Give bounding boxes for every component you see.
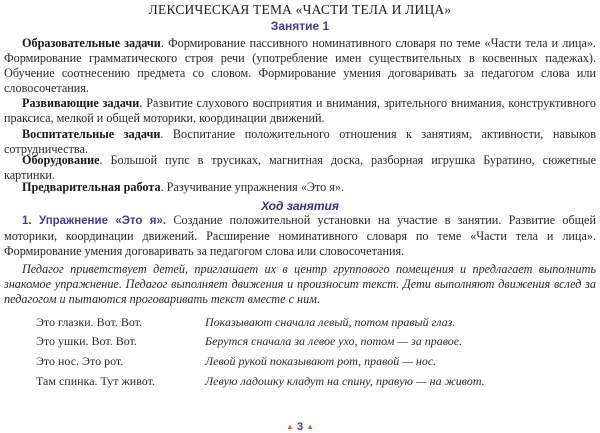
section-text: . Большой пупс в трусиках, магнитная доска, разборная игрушка Буратино, сюжетные картинки. [4, 153, 596, 182]
poem-action: Берутся сначала за левое ухо, потом — за правое. [205, 334, 463, 348]
section-text: . Воспитание положительного отношения к занятиям, активности, навыков сотрудничества. [4, 127, 596, 156]
section-equipment [4, 153, 596, 183]
triangle-marker-icon: ▲ [306, 422, 314, 431]
poem-line: Это глазки. Вот. Вот. [36, 315, 143, 329]
lesson-heading: Занятие 1 [270, 19, 330, 33]
poem-row [0, 354, 600, 369]
section-developmental-tasks [4, 96, 596, 126]
section-label: Воспитательные задачи [22, 127, 161, 141]
section-label: Оборудование [22, 153, 100, 167]
poem-line: Это ушки. Вот. Вот. [36, 334, 137, 348]
section-text: . Развитие слухового восприятия и внимания, зрительного внимания, конструктивного праксиса, мелкой и общей моторики, координации движений. [4, 96, 596, 125]
poem-action: Показывают сначала левый, потом правый глаз. [205, 315, 456, 329]
page-footer [0, 421, 600, 433]
poem-line: Там спинка. Тут живот. [36, 374, 155, 388]
poem-row [0, 334, 600, 349]
section-label: Развивающие задачи [22, 96, 140, 110]
exercise-label: 1. Упражнение «Это я». [22, 215, 167, 227]
section-text: . Формирование пассивного номинативного словаря по теме «Части тела и лица». Формирование грамматического строя речи (употребление имен существительных в косвенных падежах). Обучение соотнесению предмета со словом. Формирование умения договаривать за педагогом слова или словосочетания. [4, 36, 596, 95]
poem-action: Левую ладошку кладут на спину, правую — на живот. [205, 374, 485, 388]
poem-row [0, 315, 600, 330]
poem-line: Это нос. Это рот. [36, 354, 124, 368]
triangle-marker-icon: ▲ [286, 422, 294, 431]
section-educational-tasks [4, 36, 596, 96]
poem-action: Левой рукой показывают рот, правой — нос. [205, 354, 437, 368]
teacher-instruction: Педагог приветствует детей, приглашает их в центр группового помещения и предлагает выполнить знакомое упражнение. Педагог выполняет движения и произносит текст. Дети выполняют движения вслед за педагогом и пытаются проговаривать текст вместе с ним. [4, 262, 596, 306]
lesson-course-heading: Ход занятия [261, 199, 339, 213]
section-label: Образовательные задачи [22, 36, 161, 50]
lexical-topic-title: ЛЕКСИЧЕСКАЯ ТЕМА «ЧАСТИ ТЕЛА И ЛИЦА» [148, 2, 452, 17]
section-preliminary-work [4, 180, 596, 195]
poem-row [0, 374, 600, 389]
section-text: . Разучивание упражнения «Это я». [160, 180, 345, 194]
section-label: Предварительная работа [22, 180, 161, 194]
page-number: 3 [296, 421, 304, 433]
exercise-text: Создание положительной установки на участие в занятии. Развитие общей моторики, координации движений. Расширение номинативного словаря по теме «Части тела и лица». Формирование умения договаривать за педагогом слова или словосочетания. [4, 213, 596, 258]
exercise-paragraph [4, 213, 596, 259]
